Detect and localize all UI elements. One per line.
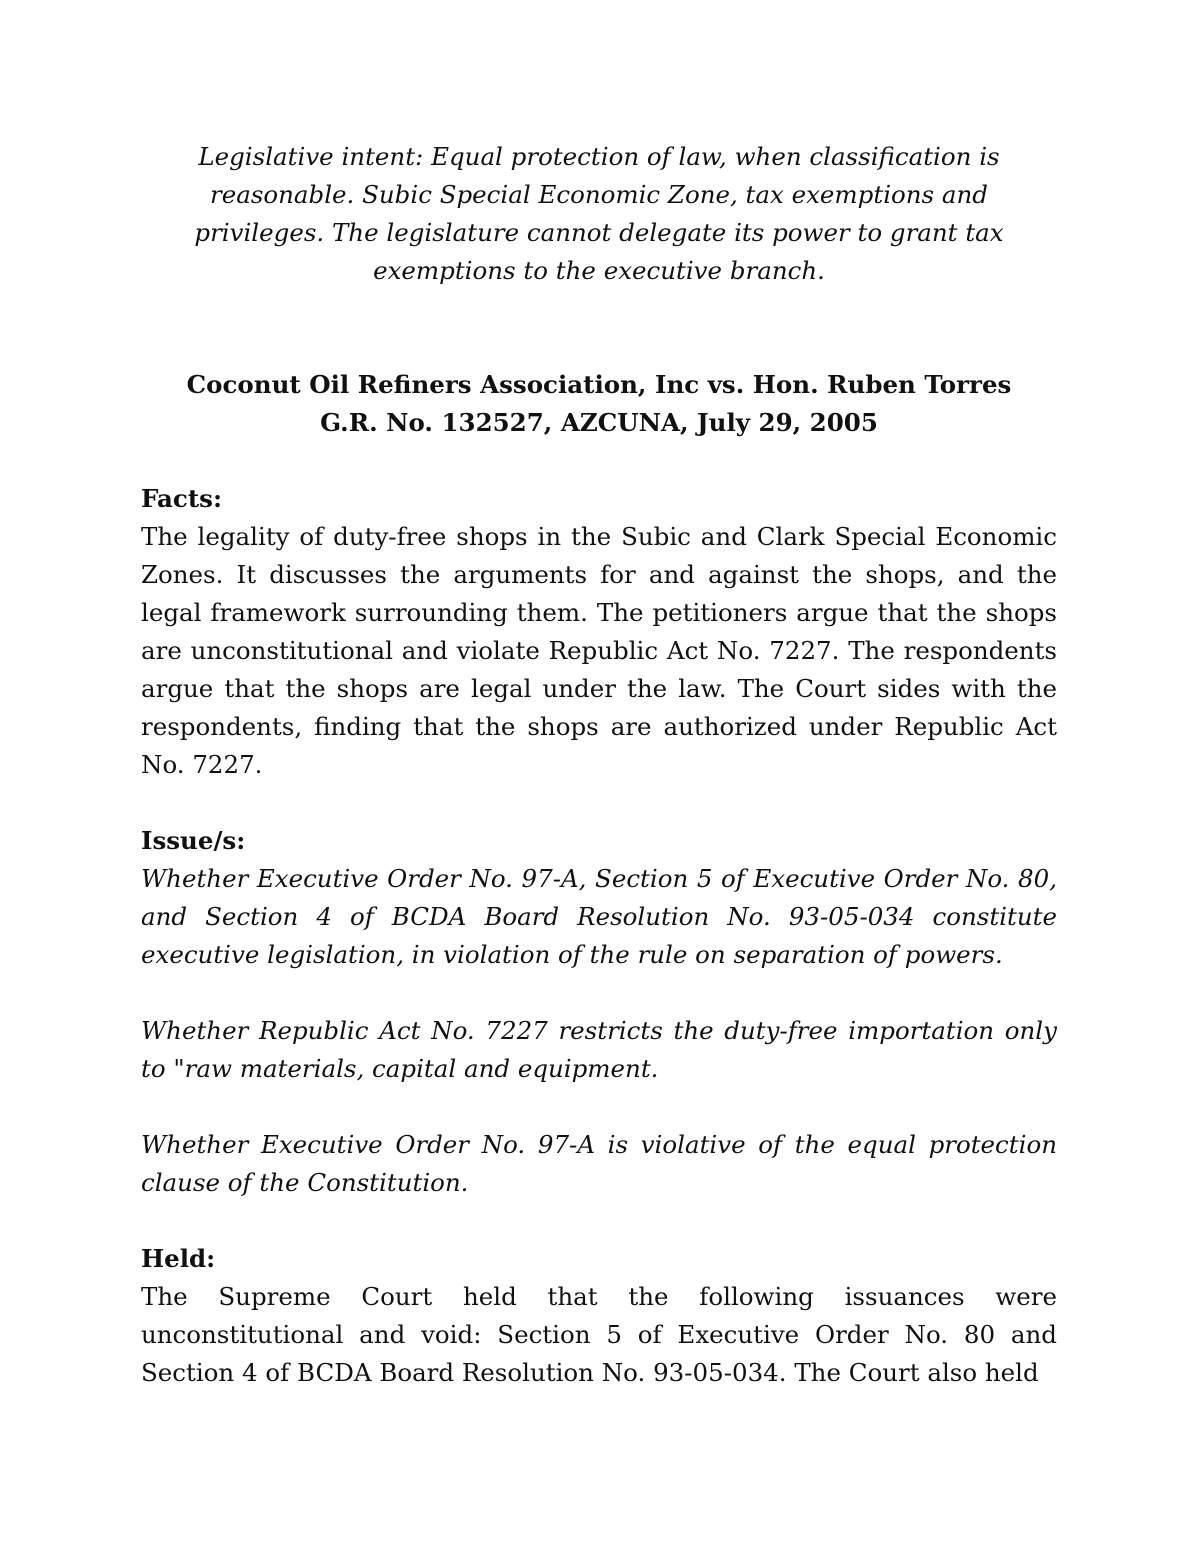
issue-item: Whether Executive Order No. 97-A is violative of the equal protection clause of the Constitution. — [141, 1130, 1057, 1197]
held-text: The Supreme Court held that the following issuances were unconstitutional and void: Section 5 of Executive Order No. 80 and Section 4 of BCDA Board Resolution No. 93-05-034. The Court also held — [141, 1282, 1057, 1387]
legislative-intent: Legislative intent: Equal protection of law, when classification is reasonable. Subic Special Economic Zone, tax exemptions and privileges. The legislature cannot delegate its power to grant tax exemptions to the executive branch. — [194, 142, 1004, 285]
held-heading: Held: — [141, 1244, 216, 1273]
facts-text: The legality of duty-free shops in the Subic and Clark Special Economic Zones. It discusses the arguments for and against the shops, and the legal framework surrounding them. The petitioners argue that the shops are unconstitutional and violate Republic Act No. 7227. The respondents argue that the shops are legal under the law. The Court sides with the respondents, finding that the shops are authorized under Republic Act No. 7227. — [141, 522, 1057, 779]
issue-item: Whether Republic Act No. 7227 restricts the duty-free importation only to "raw materials, capital and equipment. — [141, 1016, 1057, 1083]
case-citation: G.R. No. 132527, AZCUNA, July 29, 2005 — [320, 408, 878, 437]
case-title: Coconut Oil Refiners Association, Inc vs. Hon. Ruben Torres — [186, 370, 1012, 399]
issues-heading: Issue/s: — [141, 826, 246, 855]
issue-item: Whether Executive Order No. 97-A, Section 5 of Executive Order No. 80, and Section 4 of BCDA Board Resolution No. 93-05-034 constitute executive legislation, in violation of the rule on separation of powers. — [141, 864, 1057, 969]
case-heading — [141, 366, 1057, 442]
document-page — [141, 138, 1057, 1392]
facts-heading: Facts: — [141, 484, 223, 513]
